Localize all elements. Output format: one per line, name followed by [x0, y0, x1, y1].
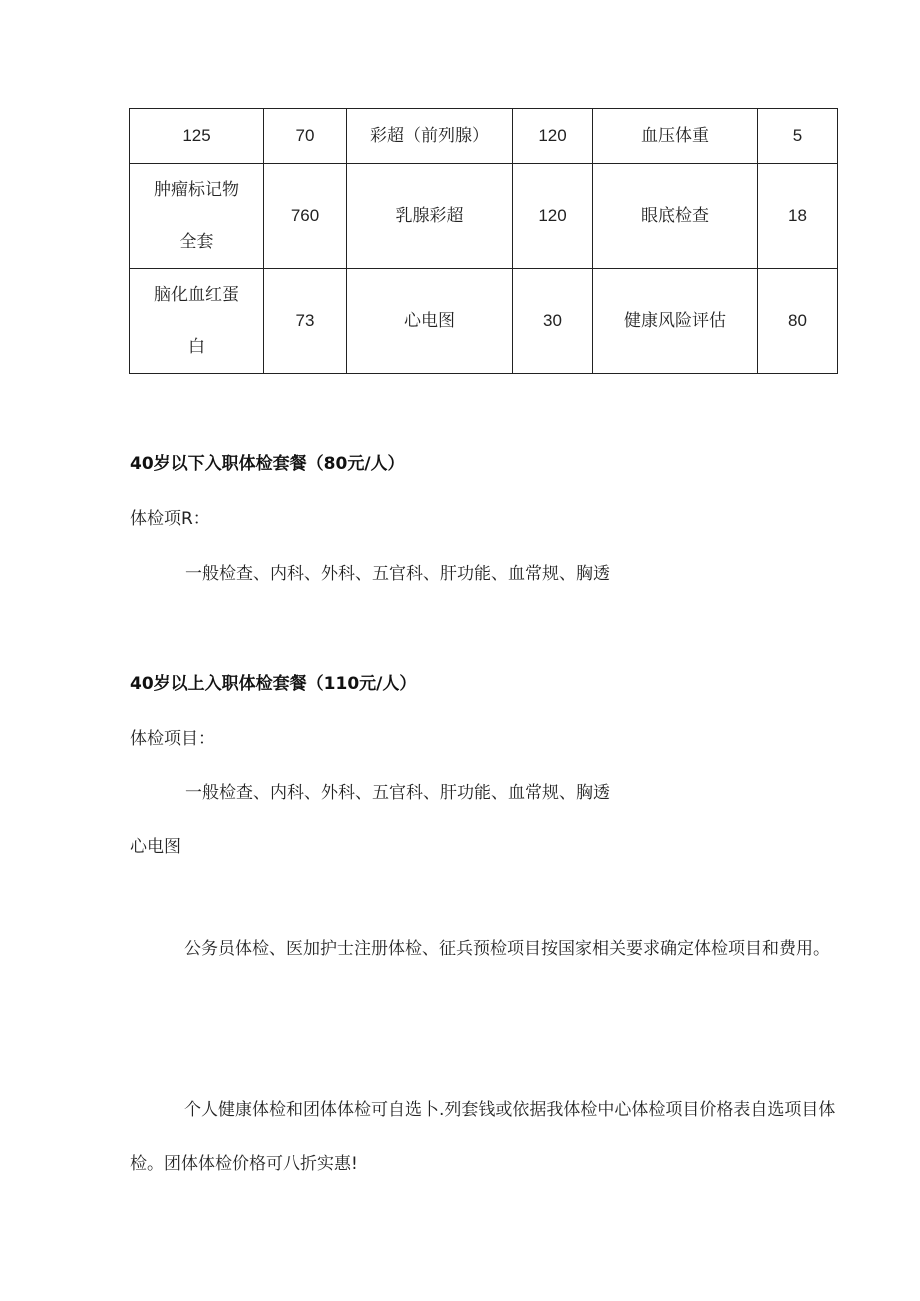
table-cell: 健康风险评估	[593, 269, 758, 374]
table-cell: 彩超（前列腺）	[347, 109, 513, 164]
table-row	[130, 109, 838, 164]
table-cell: 120	[513, 164, 593, 269]
table-cell-text: 脑化血红蛋白	[154, 285, 239, 357]
special-exams-note: 公务员体检、医加护士注册体检、征兵预检项目按国家相关要求确定体检项目和费用。	[184, 939, 830, 959]
table-cell: 眼底检查	[593, 164, 758, 269]
table-cell: 73	[264, 269, 347, 374]
package-over-40-items-label: 体检项目：	[130, 729, 215, 749]
table-cell-text: 肿瘤标记物全套	[154, 180, 239, 252]
package-under-40-items: 一般检查、内科、外科、五官科、肝功能、血常规、胸透	[185, 564, 610, 584]
table-cell: 30	[513, 269, 593, 374]
table-cell: 18	[758, 164, 838, 269]
price-table	[129, 108, 838, 374]
package-under-40-items-label: 体检项R：	[130, 509, 210, 529]
table-cell: 乳腺彩超	[347, 164, 513, 269]
table-cell	[130, 164, 264, 269]
package-over-40-extra-item: 心电图	[130, 837, 181, 857]
table-row	[130, 269, 838, 374]
table-cell: 70	[264, 109, 347, 164]
table-cell	[130, 269, 264, 374]
table-cell: 125	[130, 109, 264, 164]
table-cell: 80	[758, 269, 838, 374]
package-over-40-title: 40岁以上入职体检套餐（110元/人）	[130, 674, 417, 694]
table-cell: 760	[264, 164, 347, 269]
package-over-40-items: 一般检查、内科、外科、五官科、肝功能、血常规、胸透	[185, 783, 610, 803]
table-cell: 血压体重	[593, 109, 758, 164]
custom-selection-note: 个人健康体检和团体体检可自选卜.列套钱或依据我体检中心体检项目价格表自选项目体检。团体体检价格可八折实惠!	[130, 1100, 836, 1174]
table-row	[130, 164, 838, 269]
table-cell: 心电图	[347, 269, 513, 374]
table-cell: 120	[513, 109, 593, 164]
package-under-40-title: 40岁以下入职体检套餐（80元/人）	[130, 454, 405, 474]
table-cell: 5	[758, 109, 838, 164]
